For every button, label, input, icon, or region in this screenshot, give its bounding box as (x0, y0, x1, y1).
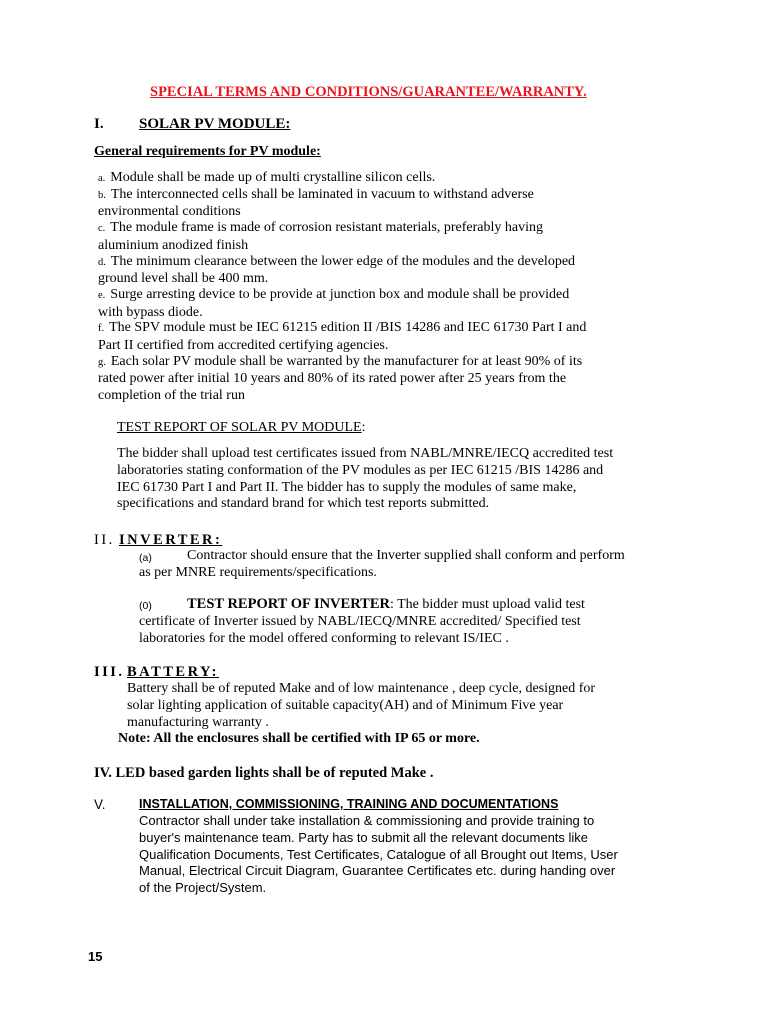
section-3-heading: BATTERY: (127, 664, 220, 680)
pv-requirement-text: The SPV module must be IEC 61215 edition II /BIS 14286 and IEC 61730 Part I and (109, 320, 587, 336)
pv-requirement-line (98, 305, 569, 322)
installation-line: Manual, Electrical Circuit Diagram, Guarantee Certificates etc. during handing over (139, 863, 616, 879)
installation-line: of the Project/System. (139, 880, 267, 896)
section-4-text: IV. LED based garden lights shall be of reputed Make . (94, 765, 434, 781)
pv-requirement-line (98, 287, 569, 305)
section-3-number: III. (94, 664, 125, 680)
battery-line: manufacturing warranty . (127, 714, 269, 730)
inverter-item-a-text (139, 548, 699, 582)
pv-requirement-text: The minimum clearance between the lower edge of the modules and the developed (110, 253, 576, 269)
pv-requirement-letter: g. (98, 356, 106, 368)
inverter-item-0-line: laboratories for the model offered conforming to relevant IS/IEC . (139, 630, 509, 646)
pv-requirement-line (98, 371, 582, 388)
pv-requirement-letter: d. (98, 256, 106, 268)
installation-line: Qualification Documents, Test Certificates, Catalogue of all Brought out Items, User (139, 846, 618, 862)
pv-requirement-line (98, 204, 534, 221)
installation-paragraph (139, 813, 699, 897)
document-title: SPECIAL TERMS AND CONDITIONS/GUARANTEE/WARRANTY. (150, 84, 587, 100)
pv-requirement-item (98, 170, 435, 188)
pv-requirement-line (98, 238, 543, 255)
pv-requirement-text: The module frame is made of corrosion resistant materials, preferably having (110, 220, 543, 236)
pv-requirement-letter: b. (98, 189, 106, 201)
pv-requirement-letter: f. (98, 323, 105, 335)
pv-requirement-text: Surge arresting device to be provide at junction box and module shall be provided (110, 286, 570, 302)
inverter-item-0-first-line (139, 596, 699, 614)
pv-requirement-text: Each solar PV module shall be warranted by the manufacturer for at least 90% of its (110, 353, 583, 369)
pv-requirement-line (98, 254, 575, 272)
pv-requirement-item (98, 320, 586, 354)
page-number: 15 (88, 949, 103, 964)
pv-test-report-line: The bidder shall upload test certificates issued from NABL/MNRE/IECQ accredited test (117, 446, 614, 461)
pv-requirement-item (98, 187, 534, 221)
pv-requirement-text: Module shall be made up of multi crystalline silicon cells. (110, 170, 436, 185)
section-2-number: II. (94, 532, 115, 548)
pv-test-report-line: IEC 61730 Part I and Part II. The bidder has to supply the modules of same make, (117, 479, 577, 495)
pv-requirement-text: rated power after initial 10 years and 80% of its rated power after 25 years from the (98, 371, 567, 387)
pv-requirement-item (98, 220, 543, 254)
inverter-item-a-line: Contractor should ensure that the Inverter supplied shall conform and perform (187, 548, 625, 563)
pv-requirement-text: Part II certified from accredited certifying agencies. (98, 338, 389, 353)
battery-paragraph (127, 681, 687, 731)
pv-requirement-text: environmental conditions (98, 204, 241, 220)
pv-requirement-line (98, 170, 435, 188)
pv-requirement-text: ground level shall be 400 mm. (98, 271, 269, 287)
pv-requirement-text: The interconnected cells shall be laminated in vacuum to withstand adverse (110, 186, 534, 202)
pv-requirement-line (98, 354, 582, 372)
pv-test-report-paragraph (117, 446, 677, 513)
section-5-number: V. (94, 797, 106, 812)
pv-requirement-item (98, 254, 575, 288)
battery-line: solar lighting application of suitable capacity(AH) and of Minimum Five year (127, 697, 564, 713)
installation-line: buyer's maintenance team. Party has to submit all the relevant documents like (139, 829, 589, 845)
pv-requirement-line (98, 271, 575, 288)
section-2-heading: INVERTER: (119, 532, 223, 548)
pv-requirement-text: aluminium anodized finish (98, 237, 249, 253)
pv-test-report-heading: TEST REPORT OF SOLAR PV MODULE (117, 420, 362, 435)
pv-requirement-line (98, 320, 586, 338)
battery-line: Battery shall be of reputed Make and of low maintenance , deep cycle, designed for (127, 681, 596, 696)
pv-requirement-letter: e. (98, 289, 106, 301)
inverter-item-0-line: certificate of Inverter issued by NABL/IECQ/MNRE accredited/ Specified test (139, 613, 581, 629)
pv-test-report-colon: : (361, 420, 366, 435)
section-1-heading: SOLAR PV MODULE: (139, 116, 291, 132)
pv-test-report-line: specifications and standard brand for which test reports submitted. (117, 496, 490, 512)
enclosure-note: Note: All the enclosures shall be certified with IP 65 or more. (118, 731, 480, 746)
inverter-item-0-label: (0) (139, 600, 152, 612)
pv-requirement-line (98, 388, 582, 405)
section-5-heading: INSTALLATION, COMMISSIONING, TRAINING AND DOCUMENTATIONS (139, 797, 559, 811)
pv-test-report-heading-block (117, 420, 365, 436)
pv-requirement-item (98, 354, 582, 405)
pv-requirement-letter: a. (98, 173, 106, 184)
pv-requirement-text: with bypass diode. (98, 304, 203, 320)
pv-general-requirements-heading: General requirements for PV module: (94, 144, 321, 159)
inverter-item-a-line: as per MNRE requirements/specifications. (139, 564, 377, 580)
pv-requirement-line (98, 338, 586, 355)
pv-requirement-letter: c. (98, 223, 106, 235)
pv-requirement-line (98, 187, 534, 205)
inverter-test-report-heading: TEST REPORT OF INVERTER (187, 596, 390, 612)
inverter-test-report-first: : The bidder must upload valid test (389, 597, 585, 612)
pv-test-report-line: laboratories stating conformation of the PV modules as per IEC 61215 /BIS 14286 and (117, 462, 604, 478)
pv-requirement-line (98, 220, 543, 238)
installation-line: Contractor shall under take installation & commissioning and provide training to (139, 813, 595, 828)
section-1-number: I. (94, 116, 104, 132)
inverter-item-0-text (139, 596, 699, 647)
pv-requirement-item (98, 287, 569, 321)
inverter-item-a-label: (a) (139, 552, 152, 564)
pv-requirement-text: completion of the trial run (98, 388, 245, 404)
